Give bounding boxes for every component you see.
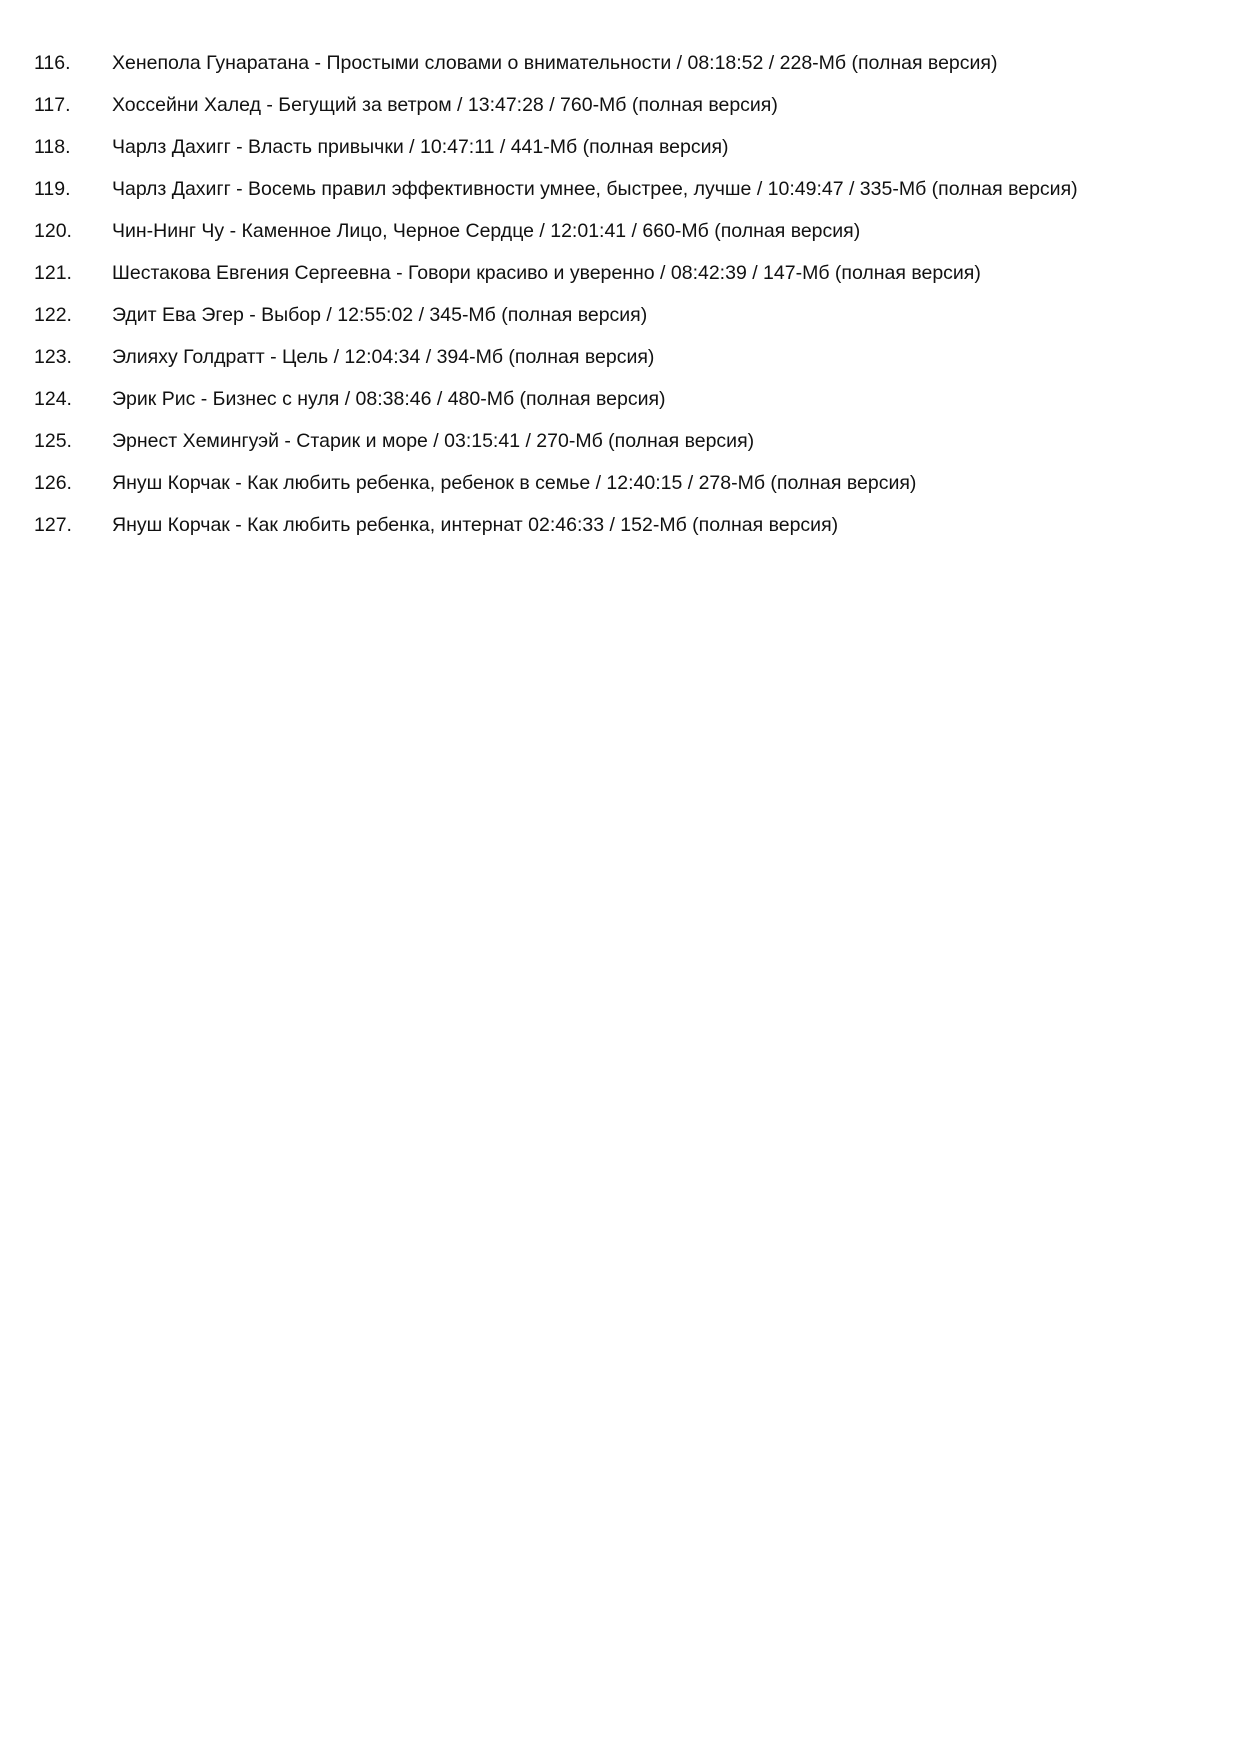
- list-item-text: Чарлз Дахигг - Власть привычки / 10:47:11 / 441-Мб (полная версия): [112, 136, 729, 158]
- list-item-text: Элияху Голдратт - Цель / 12:04:34 / 394-Мб (полная версия): [112, 346, 655, 368]
- list-item-text: Чарлз Дахигг - Восемь правил эффективности умнее, быстрее, лучше / 10:49:47 / 335-Мб (полная версия): [112, 178, 1078, 200]
- list-item-text: Чин-Нинг Чу - Каменное Лицо, Черное Сердце / 12:01:41 / 660-Мб (полная версия): [112, 220, 861, 242]
- list-item: [34, 252, 1224, 294]
- list-item-number: 121.: [34, 262, 72, 284]
- list-item: [34, 126, 1224, 168]
- list-item-text: Шестакова Евгения Сергеевна - Говори красиво и уверенно / 08:42:39 / 147-Мб (полная версия): [112, 262, 981, 284]
- list-item-number: 126.: [34, 472, 72, 494]
- list-item-number: 127.: [34, 514, 72, 536]
- list-item: [34, 504, 1224, 546]
- list-item-text: Эрик Рис - Бизнес с нуля / 08:38:46 / 480-Мб (полная версия): [112, 388, 666, 410]
- list-item-number: 117.: [34, 94, 71, 116]
- list-item-text: Януш Корчак - Как любить ребенка, ребенок в семье / 12:40:15 / 278-Мб (полная версия): [112, 472, 917, 494]
- list-item-number: 124.: [34, 388, 72, 410]
- list-item-number: 122.: [34, 304, 72, 326]
- list-item-text: Януш Корчак - Как любить ребенка, интернат 02:46:33 / 152-Мб (полная версия): [112, 514, 839, 536]
- list-item-number: 119.: [34, 178, 71, 200]
- list-item: [34, 84, 1224, 126]
- list-item-number: 118.: [34, 136, 71, 158]
- list-item: [34, 336, 1224, 378]
- list-item-text: Эдит Ева Эгер - Выбор / 12:55:02 / 345-Мб (полная версия): [112, 304, 648, 326]
- list-item: [34, 210, 1224, 252]
- list-item-number: 116.: [34, 52, 71, 74]
- list-item: [34, 42, 1224, 84]
- list-item: [34, 168, 1224, 210]
- list-item-number: 120.: [34, 220, 72, 242]
- list-item: [34, 420, 1224, 462]
- list-item: [34, 294, 1224, 336]
- list-item: [34, 378, 1224, 420]
- list-item-text: Эрнест Хемингуэй - Старик и море / 03:15:41 / 270-Мб (полная версия): [112, 430, 755, 452]
- list-item-number: 125.: [34, 430, 72, 452]
- list-item-text: Хенепола Гунаратана - Простыми словами о внимательности / 08:18:52 / 228-Мб (полная версия): [112, 52, 998, 74]
- list-item-number: 123.: [34, 346, 72, 368]
- list-item-text: Хоссейни Халед - Бегущий за ветром / 13:47:28 / 760-Мб (полная версия): [112, 94, 778, 116]
- audiobook-list: [34, 42, 1224, 546]
- list-item: [34, 462, 1224, 504]
